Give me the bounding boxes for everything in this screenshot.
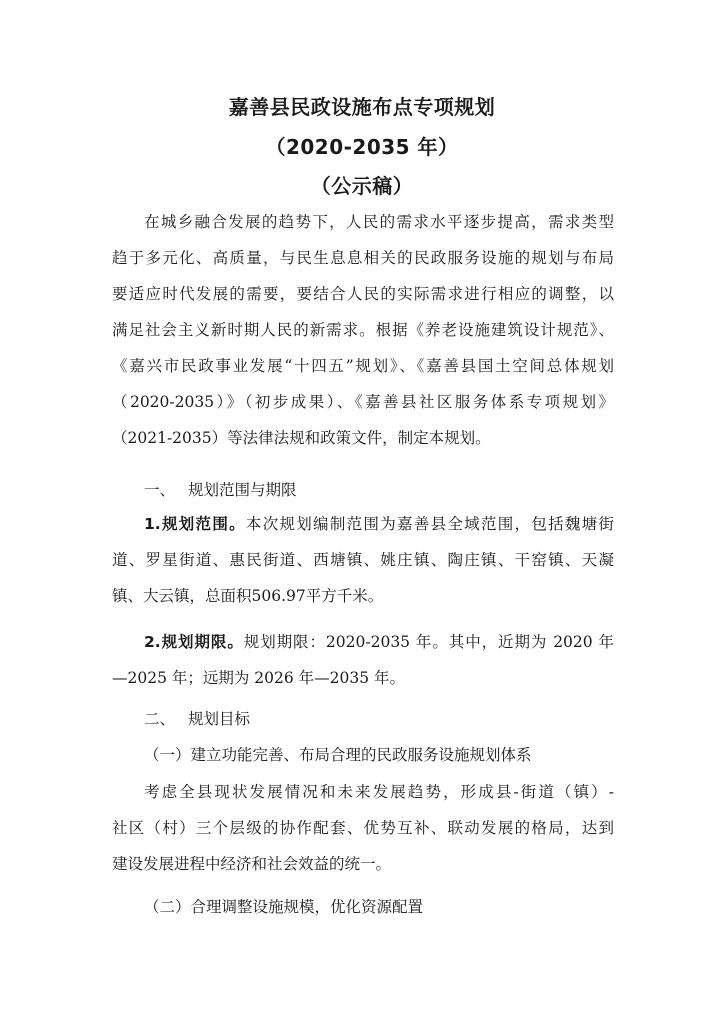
scope-paragraph-line bbox=[112, 506, 614, 542]
goal2-title: （二）合理调整设施规模，优化资源配置 bbox=[144, 898, 424, 916]
scope-line: 镇、大云镇，总面积506.97平方千米。 bbox=[112, 587, 384, 605]
goal1-line: 考虑全县现状发展情况和未来发展趋势，形成县-街道（镇）- bbox=[144, 783, 614, 801]
intro-line: 满足社会主义新时期人民的新需求。根据《养老设施建筑设计规范》、 bbox=[112, 321, 614, 339]
term-label: 2.规划期限。 bbox=[144, 633, 244, 651]
term-line: —2025 年；远期为 2026 年—2035 年。 bbox=[112, 669, 406, 687]
intro-line: 《嘉兴市民政事业发展“十四五”规划》、《嘉善县国土空间总体规划 bbox=[112, 357, 614, 375]
section-title: 规划范围与期限 bbox=[188, 481, 297, 499]
term-paragraph-line bbox=[112, 624, 614, 660]
section-heading-goals bbox=[144, 701, 250, 737]
intro-line: （2020-2035）》（初步成果）、《嘉善县社区服务体系专项规划》 bbox=[112, 393, 614, 411]
term-text: 规划期限：2020-2035 年。其中，近期为 2020 年 bbox=[243, 633, 614, 651]
goal1-title: （一）建立功能完善、布局合理的民政服务设施规划体系 bbox=[144, 746, 532, 764]
intro-line: 要适应时代发展的需要，要结合人民的实际需求进行相应的调整，以 bbox=[112, 285, 614, 303]
document-period: （2020-2035 年） bbox=[265, 135, 459, 159]
intro-line: （2021-2035）等法律法规和政策文件，制定本规划。 bbox=[112, 429, 491, 447]
section-title: 规划目标 bbox=[188, 710, 251, 728]
goal1-line: 社区（村）三个层级的协作配套、优势互补、联动发展的格局，达到 bbox=[112, 819, 614, 837]
scope-line: 道、罗星街道、惠民街道、西塘镇、姚庄镇、陶庄镇、干窑镇、天凝 bbox=[112, 551, 614, 569]
intro-line: 趋于多元化、高质量，与民生息息相关的民政服务设施的规划与布局 bbox=[112, 249, 614, 267]
scope-label: 1.规划范围。 bbox=[144, 515, 246, 533]
document-status: （公示稿） bbox=[310, 174, 414, 198]
document-title: 嘉善县民政设施布点专项规划 bbox=[228, 95, 496, 119]
section-number: 二、 bbox=[144, 710, 176, 728]
section-heading-scope-term bbox=[144, 472, 297, 508]
goal1-line: 建设发展进程中经济和社会效益的统一。 bbox=[112, 855, 392, 873]
scope-text: 本次规划编制范围为嘉善县全域范围，包括魏塘街 bbox=[245, 515, 614, 533]
intro-line: 在城乡融合发展的趋势下，人民的需求水平逐步提高，需求类型 bbox=[144, 213, 614, 231]
section-number: 一、 bbox=[144, 481, 176, 499]
